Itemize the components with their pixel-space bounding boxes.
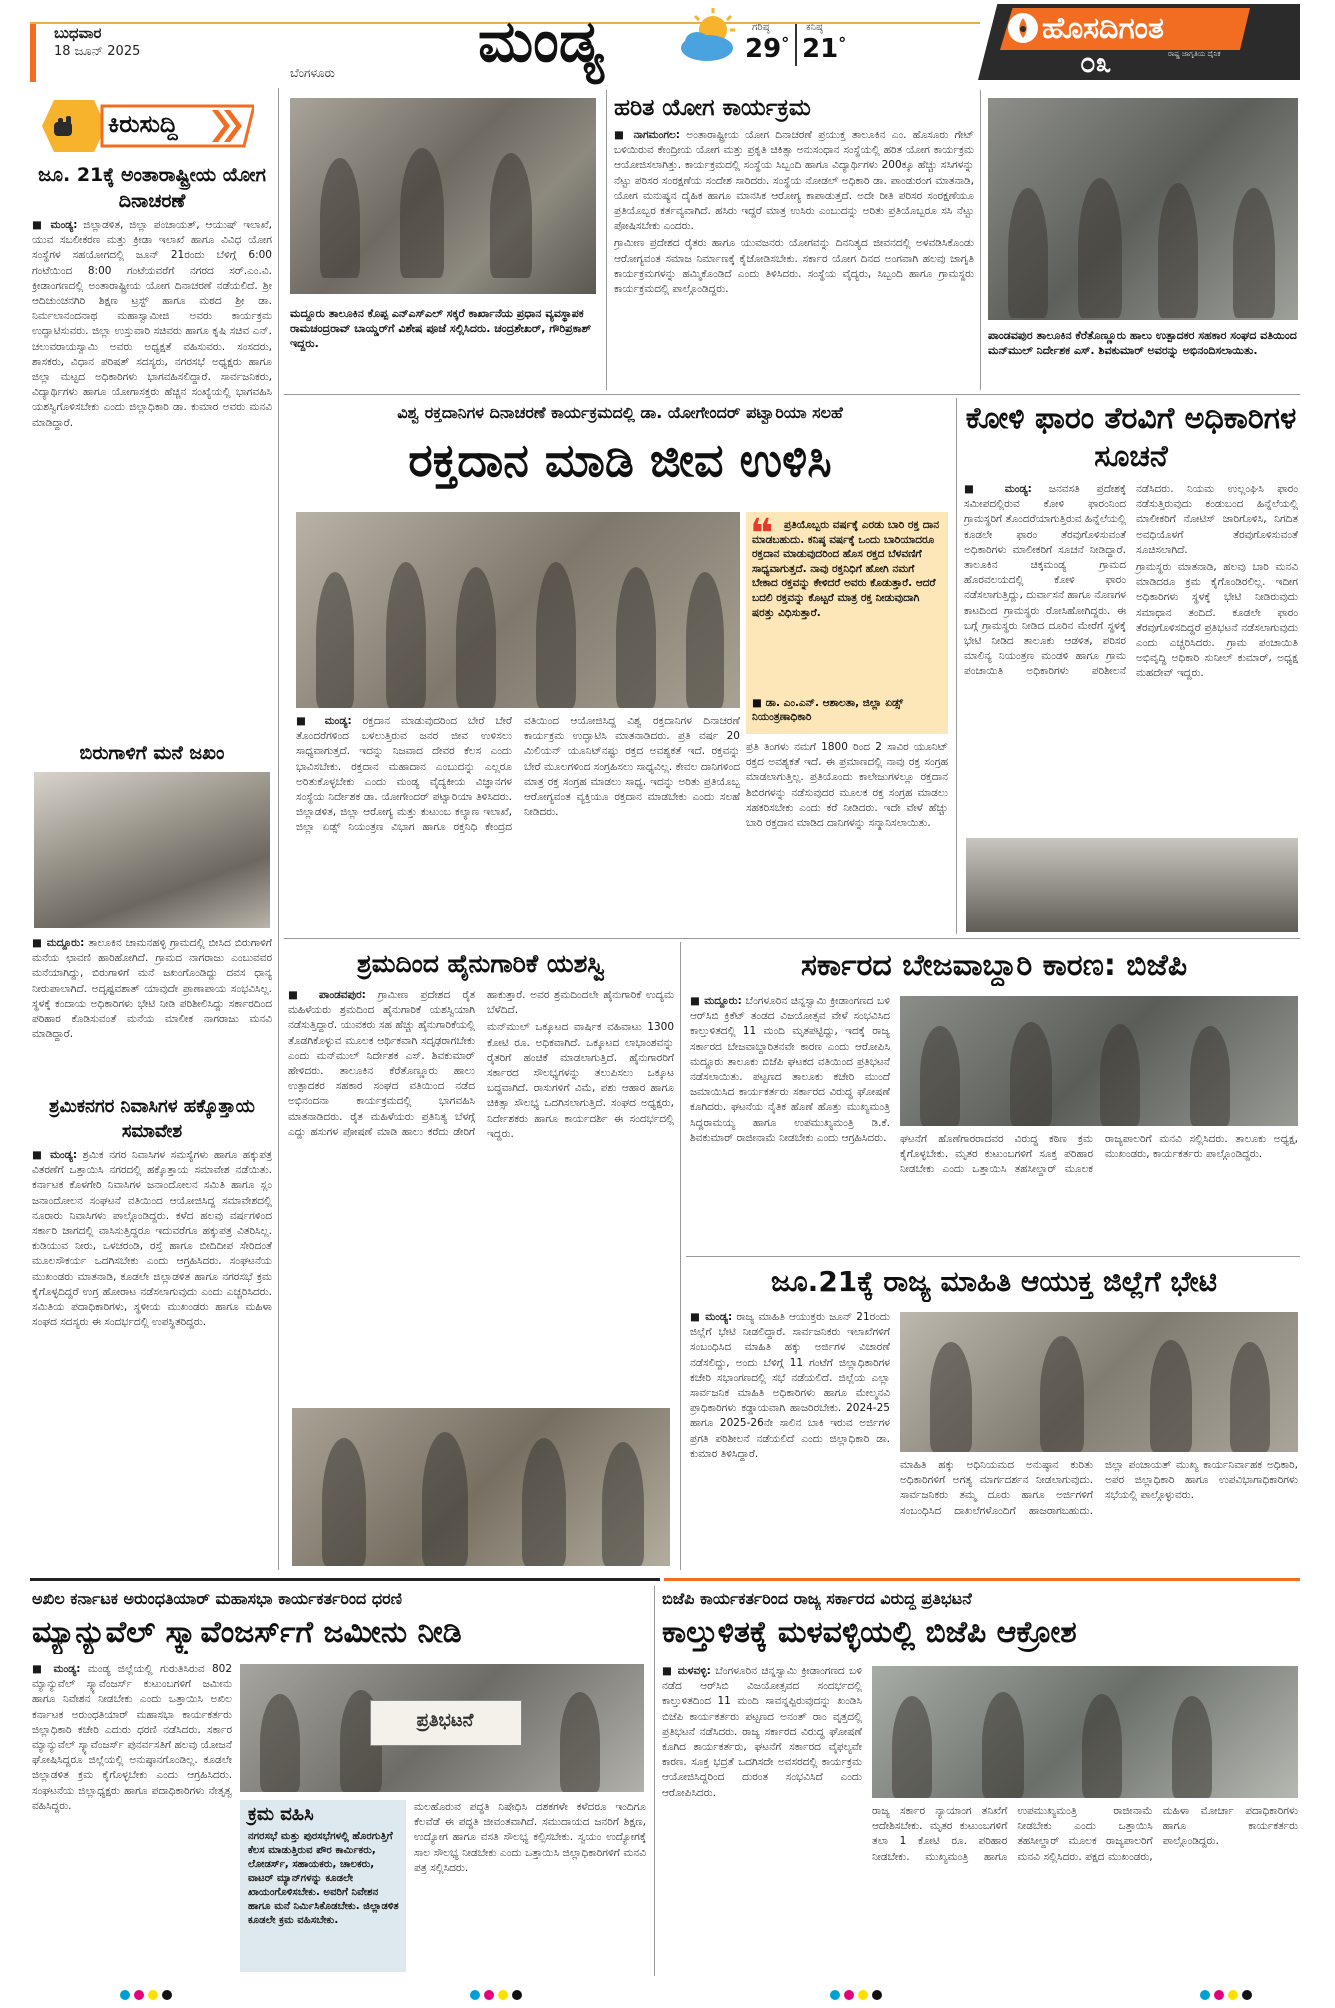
malavalli-text: ಬೆಂಗಳೂರಿನ ಚಿನ್ನಸ್ವಾಮಿ ಕ್ರೀಡಾಂಗಣದ ಬಳಿ ನಡೆದ ಆರ್‌ಸಿಬಿ ವಿಜಯೋತ್ಸವದ ಸಂದರ್ಭದಲ್ಲಿ ಕಾಲ್ತುಳಿತದಿಂದ 11 ಮಂದಿ ಸಾವನ್ನಪ್ಪಿರುವುದನ್ನು ಖಂಡಿಸಿ ಬಿಜೆಪಿ ಕಾರ್ಯಕರ್ತರು ಪಟ್ಟಣದ ಅನಂತ್ ರಾಂ ವೃತ್ತದಲ್ಲಿ ಪ್ರತಿಭಟನೆ ನಡೆಸಿದರು. ರಾಜ್ಯ ಸರ್ಕಾರದ ವಿರುದ್ಧ ಘೋಷಣೆ ಕೂಗಿದ ಕಾರ್ಯಕರ್ತರು, ಘಟನೆಗೆ ಸರ್ಕಾರದ ವೈಫಲ್ಯವೇ ಕಾರಣ. ಸೂಕ್ತ ಭದ್ರತೆ ಒದಗಿಸದೇ ಅವಸರದಲ್ಲಿ ಕಾರ್ಯಕ್ರಮ ಆಯೋಜಿಸಿದ್ದರಿಂದ ದುರಂತ ಸಂಭವಿಸಿದೆ ಎಂದು ಆರೋಪಿಸಿದರು. <box>662 1665 862 1799</box>
pandavapura-caption: ಪಾಂಡವಪುರ ತಾಲೂಕಿನ ಕೆರೆತೊಣ್ಣೂರು ಹಾಲು ಉತ್ಪಾದಕರ ಸಹಕಾರ ಸಂಘದ ವತಿಯಿಂದ ಮನ್‌ಮುಲ್ ನಿರ್ದೇಶಕ ಎಸ್. ಶಿವಕುಮಾರ್ ಅವರನ್ನು ಅಭಿನಂದಿಸಲಾಯಿತು. <box>988 329 1297 357</box>
dairy-text-2: ಮನ್‌ಮುಲ್ ಒಕ್ಕೂಟದ ವಾರ್ಷಿಕ ವಹಿವಾಟು 1300 ಕೋಟಿ ರೂ. ಅಧಿಕವಾಗಿದೆ. ಒಕ್ಕೂಟದ ಲಾಭಾಂಶವನ್ನು ರೈತರಿಗೆ ಹಂಚಿಕೆ ಮಾಡಲಾಗುತ್ತಿದೆ. ಹೈನುಗಾರರಿಗೆ ಸರ್ಕಾರದ ಸೌಲಭ್ಯಗಳನ್ನು ತಲುಪಿಸಲು ಒಕ್ಕೂಟ ಬದ್ಧವಾಗಿದೆ. ರಾಸುಗಳಿಗೆ ವಿಮೆ, ಪಶು ಆಹಾರ ಹಾಗೂ ಚಿಕಿತ್ಸಾ ಸೌಲಭ್ಯ ಒದಗಿಸಲಾಗುತ್ತಿದೆ. ಸಂಘದ ಅಧ್ಯಕ್ಷರು, ನಿರ್ದೇಶಕರು ಹಾಗೂ ಕಾರ್ಯದರ್ಶಿ ಈ ಸಂದರ್ಭದಲ್ಲಿ ಇದ್ದರು. <box>487 1021 674 1140</box>
kirusuddi-headline: ಜೂ. 21ಕ್ಕೆ ಅಂತಾರಾಷ್ಟ್ರೀಯ ಯೋಗ ದಿನಾಚರಣೆ <box>38 164 266 212</box>
paper-tagline: ರಾಷ್ಟ್ರ ಜಾಗೃತಿಯ ದೈನಿಕ <box>1168 50 1221 58</box>
green-yoga-dateline: ■ ನಾಗಮಂಗಲ: <box>614 129 681 141</box>
rule-mid-band <box>284 938 1300 939</box>
rule-mid-split <box>680 942 681 1570</box>
registration-mark <box>1242 1990 1252 2000</box>
dairy-text: ಗ್ರಾಮೀಣ ಪ್ರದೇಶದ ರೈತ ಮಹಿಳೆಯರು ಶ್ರಮದಿಂದ ಹೈನುಗಾರಿಕೆ ಯಶಸ್ವಿಯಾಗಿ ನಡೆಸುತ್ತಿದ್ದಾರೆ. ಯುವಕರು ಸಹ ಹೆಚ್ಚು ಹೈನುಗಾರಿಕೆಯಲ್ಲಿ ತೊಡಗಿಕೊಳ್ಳುವ ಮೂಲಕ ಆರ್ಥಿಕವಾಗಿ ಸದೃಢರಾಗಬೇಕು ಎಂದು ಮನ್‌ಮುಲ್ ನಿರ್ದೇಶಕ ಎಸ್. ಶಿವಕುಮಾರ್ ಹೇಳಿದರು. ತಾಲೂಕಿನ ಕೆರೆತೊಣ್ಣೂರು ಹಾಲು ಉತ್ಪಾದಕರ ಸಹಕಾರ ಸಂಘದ ವತಿಯಿಂದ ನಡೆದ ಅಭಿನಂದನಾ ಕಾರ್ಯಕ್ರಮದಲ್ಲಿ ಭಾಗವಹಿಸಿ ಮಾತನಾಡಿದರು. ರೈತ ಮಹಿಳೆಯರು ಪ್ರತಿನಿತ್ಯ ಬೆಳಗ್ಗೆ ಎದ್ದು ಹಸುಗಳ ಪೋಷಣೆ ಮಾಡಿ ಹಾಲು ಕರೆದು ಡೇರಿಗೆ ಹಾಕುತ್ತಾರೆ. ಅವರ ಶ್ರಮದಿಂದಲೇ ಹೈನುಗಾರಿಕೆ ಉದ್ಯಮ ಬೆಳೆದಿದೆ. <box>288 989 674 1138</box>
rule-bottom-split <box>654 1586 655 1976</box>
scavengers-kicker: ಅಖಿಲ ಕರ್ನಾಟಕ ಅರುಂಧತಿಯಾರ್ ಮಹಾಸಭಾ ಕಾರ್ಯಕರ್ತರಿಂದ ಧರಣಿ <box>32 1589 402 1608</box>
info-commissioner-headline: ಜೂ.21ಕ್ಕೆ ರಾಜ್ಯ ಮಾಹಿತಿ ಆಯುಕ್ತ ಜಿಲ್ಲೆಗೆ ಭೇಟಿ <box>771 1265 1217 1298</box>
house-damage-dateline: ■ ಮದ್ದೂರು: <box>32 937 85 949</box>
registration-mark <box>830 1990 840 2000</box>
paper-name: ಹೊಸದಿಗಂತ <box>1042 11 1164 46</box>
poultry-photo <box>966 838 1298 932</box>
registration-mark <box>858 1990 868 2000</box>
masthead-city: ಬೆಂಗಳೂರು <box>290 66 335 80</box>
kirusuddi-label: ಕಿರುಸುದ್ದಿ <box>108 110 178 138</box>
rule-top-mid1 <box>606 90 607 390</box>
temp-divider <box>795 24 797 66</box>
info-commissioner-dateline: ■ ಮಂಡ್ಯ: <box>690 1311 733 1323</box>
rule-blood-right <box>956 398 957 934</box>
house-damage-text: ತಾಲೂಕಿನ ಚಾಮನಹಳ್ಳಿ ಗ್ರಾಮದಲ್ಲಿ ಬೀಸಿದ ಬಿರುಗಾಳಿಗೆ ಮನೆಯ ಛಾವಣಿ ಹಾರಿಹೋಗಿದೆ. ಗ್ರಾಮದ ನಾಗರಾಜು ಎಂಬುವವರ ಮನೆಯಾಗಿದ್ದು, ಬಿರುಗಾಳಿಗೆ ಮನೆ ಜಖಂಗೊಂಡಿದ್ದು ದವಸ ಧಾನ್ಯ ನೀರುಪಾಲಾಗಿದೆ. ಅದೃಷ್ಟವಶಾತ್ ಯಾವುದೇ ಪ್ರಾಣಾಪಾಯ ಸಂಭವಿಸಿಲ್ಲ. ಸ್ಥಳಕ್ಕೆ ಕಂದಾಯ ಅಧಿಕಾರಿಗಳು ಭೇಟಿ ನೀಡಿ ಪರಿಶೀಲಿಸಿದ್ದು ಸರ್ಕಾರದಿಂದ ಪರಿಹಾರ ಕೊಡಿಸುವಂತೆ ಮನೆಯ ಮಾಲೀಕ ನಾಗರಾಜು ಮನವಿ ಮಾಡಿದ್ದಾರೆ. <box>32 937 272 1041</box>
maddur-photo <box>290 98 596 294</box>
registration-mark <box>470 1990 480 2000</box>
quote-by: ■ ಡಾ. ಎಂ.ಎನ್. ಆಶಾಲತಾ, ಜಿಲ್ಲಾ ಏಡ್ಸ್ ನಿಯಂತ್ರಣಾಧಿಕಾರಿ <box>752 697 904 723</box>
bjp-blame-photo <box>900 996 1298 1126</box>
registration-mark <box>120 1990 130 2000</box>
pointing-hand-icon <box>46 108 82 144</box>
scavengers-text: ಮಂಡ್ಯ ಜಿಲ್ಲೆಯಲ್ಲಿ ಗುರುತಿಸಿರುವ 802 ಮ್ಯಾನ್ಯುವೆಲ್ ಸ್ಕ್ಯಾವೆಂಜರ್ಸ್ ಕುಟುಂಬಗಳಿಗೆ ಜಮೀನು ಹಾಗೂ ನಿವೇಶನ ನೀಡಬೇಕು ಎಂದು ಒತ್ತಾಯಿಸಿ ಅಖಿಲ ಕರ್ನಾಟಕ ಅರುಂಧತಿಯಾರ್ ಮಹಾಸಭಾ ಕಾರ್ಯಕರ್ತರು ಜಿಲ್ಲಾಧಿಕಾರಿ ಕಚೇರಿ ಎದುರು ಧರಣಿ ನಡೆಸಿದರು. ಸರ್ಕಾರ ಮ್ಯಾನ್ಯುವೆಲ್ ಸ್ಕ್ಯಾವೆಂಜರ್ಸ್ ಪುನರ್ವಸತಿಗೆ ಹಲವು ಯೋಜನೆ ಘೋಷಿಸಿದ್ದರೂ ಜಿಲ್ಲೆಯಲ್ಲಿ ಅನುಷ್ಠಾನಗೊಂಡಿಲ್ಲ. ಕೂಡಲೇ ಜಿಲ್ಲಾಡಳಿತ ಕ್ರಮ ಕೈಗೊಳ್ಳಬೇಕು ಎಂದು ಆಗ್ರಹಿಸಿದರು. ಸಂಘಟನೆಯ ಜಿಲ್ಲಾಧ್ಯಕ್ಷರು ಹಾಗೂ ಪದಾಧಿಕಾರಿಗಳು ನೇತೃತ್ವ ವಹಿಸಿದ್ದರು. <box>32 1663 232 1812</box>
kirusuddi-dateline: ■ ಮಂಡ್ಯ: <box>32 219 78 231</box>
registration-mark <box>162 1990 172 2000</box>
house-damage-photo <box>34 772 270 928</box>
weather-icon <box>675 6 745 66</box>
dairy-body <box>288 988 674 1398</box>
action-box-title: ಕ್ರಮ ವಹಿಸಿ <box>248 1804 314 1825</box>
green-yoga-body <box>614 128 974 390</box>
green-yoga-headline: ಹರಿತ ಯೋಗ ಕಾರ್ಯಕ್ರಮ <box>614 95 811 121</box>
rule-top-mid2 <box>980 90 981 390</box>
dairy-photo <box>292 1408 670 1566</box>
masthead-date: 18 ಜೂನ್ 2025 <box>54 44 141 59</box>
temp-min-label: ಕನಿಷ್ಠ <box>806 22 823 33</box>
poultry-body <box>964 482 1298 832</box>
info-commissioner-photo <box>900 1312 1298 1452</box>
info-commissioner-body-2: ಮಾಹಿತಿ ಹಕ್ಕು ಅಧಿನಿಯಮದ ಅನುಷ್ಠಾನ ಕುರಿತು ಅಧಿಕಾರಿಗಳಿಗೆ ಅಗತ್ಯ ಮಾರ್ಗದರ್ಶನ ನೀಡಲಾಗುವುದು. ಸಾರ್ವಜನಿಕರು ತಮ್ಮ ದೂರು ಹಾಗೂ ಅರ್ಜಿಗಳಿಗೆ ಸಂಬಂಧಿಸಿದ ದಾಖಲೆಗಳೊಂದಿಗೆ ಹಾಜರಾಗಬಹುದು. ಜಿಲ್ಲಾ ಪಂಚಾಯತ್ ಮುಖ್ಯ ಕಾರ್ಯನಿರ್ವಾಹಕ ಅಧಿಕಾರಿ, ಅಪರ ಜಿಲ್ಲಾಧಿಕಾರಿ ಹಾಗೂ ಉಪವಿಭಾಗಾಧಿಕಾರಿಗಳು ಸಭೆಯಲ್ಲಿ ಪಾಲ್ಗೊಳ್ಳುವರು. <box>900 1459 1298 1517</box>
page-number: ೦೩ <box>1080 46 1112 79</box>
bjp-blame-dateline: ■ ಮದ್ದೂರು: <box>690 995 742 1007</box>
registration-mark <box>1228 1990 1238 2000</box>
district-title: ಮಂಡ್ಯ <box>478 7 604 75</box>
malavalli-photo <box>872 1666 1298 1798</box>
registration-mark <box>484 1990 494 2000</box>
action-box-body: ನಗರಸಭೆ ಮತ್ತು ಪುರಸಭೆಗಳಲ್ಲಿ ಹೊರಗುತ್ತಿಗೆ ಕೆಲಸ ಮಾಡುತ್ತಿರುವ ಪೌರ ಕಾರ್ಮಿಕರು, ಲೋಡರ್ಸ್, ಸಹಾಯಕರು, ಚಾಲಕರು, ವಾಟರ್ ಮ್ಯಾನ್‌ಗಳನ್ನು ಕೂಡಲೇ ಖಾಯಂಗೊಳಿಸಬೇಕು. ಅವರಿಗೆ ನಿವೇಶನ ಹಾಗೂ ಮನೆ ನಿರ್ಮಿಸಿಕೊಡಬೇಕು. ಜಿಲ್ಲಾಡಳಿತ ಕೂಡಲೇ ಕ್ರಮ ವಹಿಸಬೇಕು. <box>248 1831 399 1926</box>
poultry-text: ಜನವಸತಿ ಪ್ರದೇಶಕ್ಕೆ ಸಮೀಪದಲ್ಲಿರುವ ಕೋಳಿ ಫಾರಂನಿಂದ ಗ್ರಾಮಸ್ಥರಿಗೆ ತೊಂದರೆಯಾಗುತ್ತಿರುವ ಹಿನ್ನೆಲೆಯಲ್ಲಿ ಕೂಡಲೇ ಫಾರಂ ತೆರವುಗೊಳಿಸುವಂತೆ ಅಧಿಕಾರಿಗಳು ಮಾಲೀಕರಿಗೆ ಸೂಚನೆ ನೀಡಿದ್ದಾರೆ. ತಾಲೂಕಿನ ಚಿಕ್ಕಮಂಡ್ಯ ಗ್ರಾಮದ ಹೊರವಲಯದಲ್ಲಿ ಕೋಳಿ ಫಾರಂ ನಡೆಸಲಾಗುತ್ತಿದ್ದು, ದುರ್ವಾಸನೆ ಹಾಗೂ ನೊಣಗಳ ಕಾಟದಿಂದ ಗ್ರಾಮಸ್ಥರು ರೋಸಿಹೋಗಿದ್ದರು. ಈ ಬಗ್ಗೆ ಗ್ರಾಮಸ್ಥರು ನೀಡಿದ ದೂರಿನ ಮೇರೆಗೆ ಸ್ಥಳಕ್ಕೆ ಭೇಟಿ ನೀಡಿದ ತಾಲೂಕು ಆಡಳಿತ, ಪರಿಸರ ಮಾಲಿನ್ಯ ನಿಯಂತ್ರಣ ಮಂಡಳಿ ಹಾಗೂ ಗ್ರಾಮ ಪಂಚಾಯಿತಿ ಅಧಿಕಾರಿಗಳು ಪರಿಶೀಲನೆ ನಡೆಸಿದರು. ನಿಯಮ ಉಲ್ಲಂಘಿಸಿ ಫಾರಂ ನಡೆಸುತ್ತಿರುವುದು ಕಂಡುಬಂದ ಹಿನ್ನೆಲೆಯಲ್ಲಿ ಮಾಲೀಕರಿಗೆ ನೋಟಿಸ್ ಜಾರಿಗೊಳಿಸಿ, ನಿಗದಿತ ಅವಧಿಯೊಳಗೆ ತೆರವುಗೊಳಿಸುವಂತೆ ಸೂಚಿಸಲಾಗಿದೆ. <box>964 483 1298 678</box>
scavengers-headline: ಮ್ಯಾನ್ಯುವೆಲ್ ಸ್ಕ್ಯಾವೆಂಜರ್ಸ್‌ಗೆ ಜಮೀನು ನೀಡಿ <box>32 1615 462 1650</box>
blood-kicker: ವಿಶ್ವ ರಕ್ತದಾನಿಗಳ ದಿನಾಚರಣೆ ಕಾರ್ಯಕ್ರಮದಲ್ಲಿ ಡಾ. ಯೋಗೇಂದರ್ ಪಟ್ವಾರಿಯಾ ಸಲಹೆ <box>397 403 843 422</box>
malavalli-dateline: ■ ಮಳವಳ್ಳಿ: <box>662 1665 711 1677</box>
quote-mark-icon: ❝ <box>750 511 774 557</box>
blood-dateline: ■ ಮಂಡ್ಯ: <box>296 715 352 727</box>
malavalli-kicker: ಬಿಜೆಪಿ ಕಾರ್ಯಕರ್ತರಿಂದ ರಾಜ್ಯ ಸರ್ಕಾರದ ವಿರುದ್ಧ ಪ್ರತಿಭಟನೆ <box>662 1589 972 1608</box>
kirusuddi-text: ಜಿಲ್ಲಾಡಳಿತ, ಜಿಲ್ಲಾ ಪಂಚಾಯತ್, ಆಯುಷ್ ಇಲಾಖೆ, ಯುವ ಸಬಲೀಕರಣ ಮತ್ತು ಕ್ರೀಡಾ ಇಲಾಖೆ ಹಾಗೂ ವಿವಿಧ ಯೋಗ ಸಂಸ್ಥೆಗಳ ಸಹಯೋಗದಲ್ಲಿ ಜೂನ್ 21ರಂದು ಬೆಳಿಗ್ಗೆ 6:00 ಗಂಟೆಯಿಂದ 8:00 ಗಂಟೆಯವರೆಗೆ ನಗರದ ಸರ್.ಎಂ.ವಿ. ಕ್ರೀಡಾಂಗಣದಲ್ಲಿ ಅಂತಾರಾಷ್ಟ್ರೀಯ ಯೋಗ ದಿನಾಚರಣೆ ನಡೆಯಲಿದೆ. ಶ್ರೀ ಆದಿಚುಂಚನಗಿರಿ ಶಿಕ್ಷಣ ಟ್ರಸ್ಟ್ ಹಾಗೂ ಮಠದ ಶ್ರೀ ಡಾ. ನಿರ್ಮಲಾನಂದನಾಥ ಮಹಾಸ್ವಾಮೀಜಿ ಅವರು ಕಾರ್ಯಕ್ರಮ ಉದ್ಘಾಟಿಸುವರು. ಜಿಲ್ಲಾ ಉಸ್ತುವಾರಿ ಸಚಿವರು ಹಾಗೂ ಕೃಷಿ ಸಚಿವ ಎನ್. ಚಲುವರಾಯಸ್ವಾಮಿ ಅವರು ಅಧ್ಯಕ್ಷತೆ ವಹಿಸುವರು. ಸಂಸದರು, ಶಾಸಕರು, ವಿಧಾನ ಪರಿಷತ್ ಸದಸ್ಯರು, ನಗರಸಭೆ ಅಧ್ಯಕ್ಷರು ಹಾಗೂ ಜಿಲ್ಲಾ ಮಟ್ಟದ ಅಧಿಕಾರಿಗಳು ಭಾಗವಹಿಸಲಿದ್ದಾರೆ. ಸಾರ್ವಜನಿಕರು, ವಿದ್ಯಾರ್ಥಿಗಳು ಹಾಗೂ ಯೋಗಾಸಕ್ತರು ಹೆಚ್ಚಿನ ಸಂಖ್ಯೆಯಲ್ಲಿ ಭಾಗವಹಿಸಿ ಯಶಸ್ವಿಗೊಳಿಸಬೇಕು ಎಂದು ಜಿಲ್ಲಾಧಿಕಾರಿ ಡಾ. ಕುಮಾರ ಅವರು ಮನವಿ ಮಾಡಿದ್ದಾರೆ. <box>32 219 272 429</box>
workers-meet-headline: ಶ್ರಮಿಕನಗರ ನಿವಾಸಿಗಳ ಹಕ್ಕೊತ್ತಾಯ ಸಮಾವೇಶ <box>49 1096 255 1142</box>
temp-min-value: 21 <box>802 34 839 64</box>
scavengers-dateline: ■ ಮಂಡ್ಯ: <box>32 1663 81 1675</box>
temp-max-value: 29 <box>745 34 782 64</box>
rule-bottom-band-left <box>30 1578 660 1581</box>
scavengers-body-2: ಮಲಹೊರುವ ಪದ್ಧತಿ ನಿಷೇಧಿಸಿ ದಶಕಗಳೇ ಕಳೆದರೂ ಇಂದಿಗೂ ಕೆಲವೆಡೆ ಈ ಪದ್ಧತಿ ಜೀವಂತವಾಗಿದೆ. ಸಮುದಾಯದ ಜನರಿಗೆ ಶಿಕ್ಷಣ, ಉದ್ಯೋಗ ಹಾಗೂ ವಸತಿ ಸೌಲಭ್ಯ ಕಲ್ಪಿಸಬೇಕು. ಸ್ವಯಂ ಉದ್ಯೋಗಕ್ಕೆ ಸಾಲ ಸೌಲಭ್ಯ ನೀಡಬೇಕು ಎಂದು ಒತ್ತಾಯಿಸಿ ಜಿಲ್ಲಾಧಿಕಾರಿಗಳಿಗೆ ಮನವಿ ಪತ್ರ ಸಲ್ಲಿಸಿದರು. <box>414 1801 646 1874</box>
green-yoga-text-2: ಗ್ರಾಮೀಣ ಪ್ರದೇಶದ ರೈತರು ಹಾಗೂ ಯುವಜನರು ಯೋಗವನ್ನು ದಿನನಿತ್ಯದ ಜೀವನದಲ್ಲಿ ಅಳವಡಿಸಿಕೊಂಡು ಆರೋಗ್ಯವಂತ ಸಮಾಜ ನಿರ್ಮಾಣಕ್ಕೆ ಕೈಜೋಡಿಸಬೇಕು. ಸರ್ಕಾರ ಯೋಗ ದಿನದ ಅಂಗವಾಗಿ ಹಲವು ಜಾಗೃತಿ ಕಾರ್ಯಕ್ರಮಗಳನ್ನು ಹಮ್ಮಿಕೊಂಡಿದೆ ಎಂದು ತಿಳಿಸಿದರು. ಸಂಸ್ಥೆಯ ವೈದ್ಯರು, ಸಿಬ್ಬಂದಿ ಹಾಗೂ ಗ್ರಾಮಸ್ಥರು ಕಾರ್ಯಕ್ರಮದಲ್ಲಿ ಪಾಲ್ಗೊಂಡಿದ್ದರು. <box>614 237 974 296</box>
left-orange-bar <box>30 24 36 82</box>
house-damage-headline: ಬಿರುಗಾಳಿಗೆ ಮನೆ ಜಖಂ <box>79 742 225 764</box>
protest-banner-text: ಪ್ರತಿಭಟನೆ <box>416 1710 474 1731</box>
poultry-dateline: ■ ಮಂಡ್ಯ: <box>964 483 1032 495</box>
temp-max-label: ಗರಿಷ್ಠ <box>752 22 770 33</box>
rule-left-col <box>278 88 279 1570</box>
temp-min <box>802 34 846 64</box>
poultry-headline: ಕೋಳಿ ಫಾರಂ ತೆರವಿಗೆ ಅಧಿಕಾರಿಗಳ ಸೂಚನೆ <box>965 401 1297 474</box>
temp-min-degree: ° <box>838 34 847 53</box>
blood-text: ರಕ್ತದಾನ ಮಾಡುವುದರಿಂದ ಬೇರೆ ಬೇರೆ ತೊಂದರೆಗಳಿಂದ ಬಳಲುತ್ತಿರುವ ಜನರ ಜೀವ ಉಳಿಸಲು ಸಾಧ್ಯವಾಗುತ್ತದೆ. ಇದನ್ನು ನಿಜವಾದ ದೇವರ ಕೆಲಸ ಎಂದು ಭಾವಿಸಬೇಕು. ರಕ್ತದಾನ ಮಹಾದಾನ ಎಂಬುದನ್ನು ಎಲ್ಲರೂ ಅರಿತುಕೊಳ್ಳಬೇಕು ಎಂದು ಮಂಡ್ಯ ವೈದ್ಯಕೀಯ ವಿಜ್ಞಾನಗಳ ಸಂಸ್ಥೆಯ ನಿರ್ದೇಶಕ ಡಾ. ಯೋಗೇಂದರ್ ಪಟ್ವಾರಿಯಾ ತಿಳಿಸಿದರು. ಜಿಲ್ಲಾಡಳಿತ, ಜಿಲ್ಲಾ ಆರೋಗ್ಯ ಮತ್ತು ಕುಟುಂಬ ಕಲ್ಯಾಣ ಇಲಾಖೆ, ಜಿಲ್ಲಾ ಏಡ್ಸ್ ನಿಯಂತ್ರಣ ವಿಭಾಗ ಹಾಗೂ ರಕ್ತನಿಧಿ ಕೇಂದ್ರದ ವತಿಯಿಂದ ಆಯೋಜಿಸಿದ್ದ ವಿಶ್ವ ರಕ್ತದಾನಿಗಳ ದಿನಾಚರಣೆ ಕಾರ್ಯಕ್ರಮ ಉದ್ಘಾಟಿಸಿ ಮಾತನಾಡಿದರು. ಪ್ರತಿ ವರ್ಷ 20 ಮಿಲಿಯನ್ ಯೂನಿಟ್‌ನಷ್ಟು ರಕ್ತದ ಅವಶ್ಯಕತೆ ಇದೆ. ರಕ್ತವನ್ನು ಬೇರೆ ಮೂಲಗಳಿಂದ ಸಂಗ್ರಹಿಸಲು ಸಾಧ್ಯವಿಲ್ಲ. ಕೇವಲ ದಾನಿಗಳಿಂದ ಮಾತ್ರ ರಕ್ತ ಸಂಗ್ರಹ ಮಾಡಲು ಸಾಧ್ಯ. ಇದನ್ನು ಅರಿತು ಪ್ರತಿಯೊಬ್ಬ ಆರೋಗ್ಯವಂತ ವ್ಯಕ್ತಿಯೂ ರಕ್ತದಾನ ಮಾಡಬೇಕು ಎಂದು ಸಲಹೆ ನೀಡಿದರು. <box>296 715 740 834</box>
green-yoga-text: ಅಂತಾರಾಷ್ಟ್ರೀಯ ಯೋಗ ದಿನಾಚರಣೆ ಪ್ರಯುಕ್ತ ತಾಲೂಕಿನ ಎಂ. ಹೊಸೂರು ಗೇಟ್ ಬಳಿಯಿರುವ ಕೇಂದ್ರೀಯ ಯೋಗ ಮತ್ತು ಪ್ರಕೃತಿ ಚಿಕಿತ್ಸಾ ಅನುಸಂಧಾನ ಸಂಸ್ಥೆಯಲ್ಲಿ ಹರಿತ ಯೋಗ ಕಾರ್ಯಕ್ರಮ ಆಯೋಜಿಸಲಾಗಿತ್ತು. ಕಾರ್ಯಕ್ರಮದಲ್ಲಿ ಸಂಸ್ಥೆಯ ಸಿಬ್ಬಂದಿ ಹಾಗೂ ವಿದ್ಯಾರ್ಥಿಗಳು 200ಕ್ಕೂ ಹೆಚ್ಚು ಸಸಿಗಳನ್ನು ನೆಟ್ಟು ಪರಿಸರ ಸಂರಕ್ಷಣೆಯ ಸಂದೇಶ ಸಾರಿದರು. ಸಂಸ್ಥೆಯ ನೋಡಲ್ ಅಧಿಕಾರಿ ಡಾ. ಪಾಂಡುರಂಗ ಮಾತನಾಡಿ, ಯೋಗ ಮನುಷ್ಯನ ದೈಹಿಕ ಹಾಗೂ ಮಾನಸಿಕ ಆರೋಗ್ಯ ಕಾಪಾಡುತ್ತದೆ. ಅದೇ ರೀತಿ ಪರಿಸರ ಸಂರಕ್ಷಣೆಯೂ ಪ್ರತಿಯೊಬ್ಬರ ಕರ್ತವ್ಯವಾಗಿದೆ. ಹಸಿರು ಇದ್ದರೆ ಮಾತ್ರ ಉಸಿರು ಎಂಬುದನ್ನು ಅರಿತು ಪ್ರತಿಯೊಬ್ಬರೂ ಸಸಿ ನೆಟ್ಟು ಪೋಷಿಸಬೇಕು ಎಂದರು. <box>614 129 974 233</box>
rule-bottom-band-right <box>664 1578 1300 1581</box>
bjp-blame-headline: ಸರ್ಕಾರದ ಬೇಜವಾಬ್ದಾರಿ ಕಾರಣ: ಬಿಜೆಪಿ <box>800 948 1188 983</box>
registration-mark <box>148 1990 158 2000</box>
temp-max <box>745 34 789 64</box>
registration-mark <box>1214 1990 1224 2000</box>
masthead <box>0 0 1335 86</box>
rule-top-band <box>284 394 1300 395</box>
bjp-blame-body-2: ಘಟನೆಗೆ ಹೊಣೆಗಾರರಾದವರ ವಿರುದ್ಧ ಕಠಿಣ ಕ್ರಮ ಕೈಗೊಳ್ಳಬೇಕು. ಮೃತರ ಕುಟುಂಬಗಳಿಗೆ ಸೂಕ್ತ ಪರಿಹಾರ ನೀಡಬೇಕು ಎಂದು ಒತ್ತಾಯಿಸಿ ತಹಸೀಲ್ದಾರ್ ಮೂಲಕ ರಾಜ್ಯಪಾಲರಿಗೆ ಮನವಿ ಸಲ್ಲಿಸಿದರು. ತಾಲೂಕು ಅಧ್ಯಕ್ಷ, ಮುಖಂಡರು, ಕಾರ್ಯಕರ್ತರು ಪಾಲ್ಗೊಂಡಿದ್ದರು. <box>900 1133 1298 1176</box>
blood-body-2: ಪ್ರತಿ ತಿಂಗಳು ನಮಗೆ 1800 ರಿಂದ 2 ಸಾವಿರ ಯೂನಿಟ್ ರಕ್ತದ ಅವಶ್ಯಕತೆ ಇದೆ. ಈ ಪ್ರಮಾಣದಲ್ಲಿ ನಾವು ರಕ್ತ ಸಂಗ್ರಹ ಮಾಡಲಾಗುತ್ತಿಲ್ಲ. ಪ್ರತಿಯೊಂದು ಕಾಲೇಜುಗಳಲ್ಲೂ ರಕ್ತದಾನ ಶಿಬಿರಗಳನ್ನು ನಡೆಸುವುದರ ಮೂಲಕ ರಕ್ತ ಸಂಗ್ರಹ ಮಾಡಲು ಸಹಕರಿಸಬೇಕು ಎಂದು ಕರೆ ನೀಡಿದರು. ಇದೇ ವೇಳೆ ಹೆಚ್ಚು ಬಾರಿ ರಕ್ತದಾನ ಮಾಡಿದ ದಾನಿಗಳನ್ನು ಸನ್ಮಾನಿಸಲಾಯಿತು. <box>746 741 948 830</box>
registration-mark <box>1200 1990 1210 2000</box>
registration-mark <box>512 1990 522 2000</box>
registration-mark <box>844 1990 854 2000</box>
workers-meet-dateline: ■ ಮಂಡ್ಯ: <box>32 1149 78 1161</box>
info-commissioner-body <box>690 1310 890 1568</box>
dairy-dateline: ■ ಪಾಂಡವಪುರ: <box>288 989 366 1001</box>
dairy-headline: ಶ್ರಮದಿಂದ ಹೈನುಗಾರಿಕೆ ಯಶಸ್ವಿ <box>356 949 606 978</box>
rule-right-mid <box>686 1256 1300 1257</box>
masthead-day: ಬುಧವಾರ <box>54 24 102 42</box>
maddur-caption: ಮದ್ದೂರು ತಾಲೂಕಿನ ಕೊಪ್ಪ ಎನ್‌ಎಸ್‌ಎಲ್ ಸಕ್ಕರೆ ಕಾರ್ಖಾನೆಯ ಪ್ರಧಾನ ವ್ಯವಸ್ಥಾಪಕ ರಾಮಚಂದ್ರರಾವ್ ಬಾಯ್ಡರ್‌ಗೆ ವಿಶೇಷ ಪೂಜೆ ಸಲ್ಲಿಸಿದರು. ಚಂದ್ರಶೇಖರ್, ಗೌರಿಪ್ರಕಾಶ್ ಇದ್ದರು. <box>290 307 592 350</box>
bjp-blame-text: ಬೆಂಗಳೂರಿನ ಚಿನ್ನಸ್ವಾಮಿ ಕ್ರೀಡಾಂಗಣದ ಬಳಿ ಆರ್‌ಸಿಬಿ ಕ್ರಿಕೆಟ್ ತಂಡದ ವಿಜಯೋತ್ಸವ ವೇಳೆ ಸಂಭವಿಸಿದ ಕಾಲ್ತುಳಿತದಲ್ಲಿ 11 ಮಂದಿ ಮೃತಪಟ್ಟಿದ್ದು, ಇದಕ್ಕೆ ರಾಜ್ಯ ಸರ್ಕಾರದ ಬೇಜವಾಬ್ದಾರಿತನವೇ ಕಾರಣ ಎಂದು ಆರೋಪಿಸಿ ಮದ್ದೂರು ತಾಲೂಕು ಬಿಜೆಪಿ ಘಟಕದ ವತಿಯಿಂದ ಪ್ರತಿಭಟನೆ ನಡೆಸಲಾಯಿತು. ಪಟ್ಟಣದ ತಾಲೂಕು ಕಚೇರಿ ಮುಂದೆ ಜಮಾಯಿಸಿದ ಕಾರ್ಯಕರ್ತರು ಸರ್ಕಾರದ ವಿರುದ್ಧ ಘೋಷಣೆ ಕೂಗಿದರು. ಘಟನೆಯ ನೈತಿಕ ಹೊಣೆ ಹೊತ್ತು ಮುಖ್ಯಮಂತ್ರಿ ಸಿದ್ದರಾಮಯ್ಯ ಹಾಗೂ ಉಪಮುಖ್ಯಮಂತ್ರಿ ಡಿ.ಕೆ. ಶಿವಕುಮಾರ್ ರಾಜೀನಾಮೆ ನೀಡಬೇಕು ಎಂದು ಆಗ್ರಹಿಸಿದರು. <box>690 995 890 1144</box>
poultry-text-2: ಗ್ರಾಮಸ್ಥರು ಮಾತನಾಡಿ, ಹಲವು ಬಾರಿ ಮನವಿ ಮಾಡಿದರೂ ಕ್ರಮ ಕೈಗೊಂಡಿರಲಿಲ್ಲ. ಇದೀಗ ಅಧಿಕಾರಿಗಳು ಸ್ಥಳಕ್ಕೆ ಭೇಟಿ ನೀಡಿರುವುದು ಸಮಾಧಾನ ತಂದಿದೆ. ಕೂಡಲೇ ಫಾರಂ ತೆರವುಗೊಳಿಸದಿದ್ದರೆ ಪ್ರತಿಭಟನೆ ನಡೆಸಲಾಗುವುದು ಎಂದು ಎಚ್ಚರಿಸಿದರು. ಗ್ರಾಮ ಪಂಚಾಯಿತಿ ಅಭಿವೃದ್ಧಿ ಅಧಿಕಾರಿ ಸುನೀಲ್ ಕುಮಾರ್, ಅಧ್ಯಕ್ಷ ಮಹದೇವ್ ಇದ್ದರು. <box>1136 561 1298 680</box>
house-damage-body <box>32 936 272 1088</box>
info-commissioner-text: ರಾಜ್ಯ ಮಾಹಿತಿ ಆಯುಕ್ತರು ಜೂನ್ 21ರಂದು ಜಿಲ್ಲೆಗೆ ಭೇಟಿ ನೀಡಲಿದ್ದಾರೆ. ಸಾರ್ವಜನಿಕರು ಇಲಾಖೆಗಳಿಗೆ ಸಂಬಂಧಿಸಿದ ಮಾಹಿತಿ ಹಕ್ಕು ಅರ್ಜಿಗಳ ವಿಚಾರಣೆ ನಡೆಸಲಿದ್ದು, ಅಂದು ಬೆಳಿಗ್ಗೆ 11 ಗಂಟೆಗೆ ಜಿಲ್ಲಾಧಿಕಾರಿಗಳ ಕಚೇರಿ ಸಭಾಂಗಣದಲ್ಲಿ ಸಭೆ ನಡೆಯಲಿದೆ. ಜಿಲ್ಲೆಯ ಎಲ್ಲಾ ಸಾರ್ವಜನಿಕ ಮಾಹಿತಿ ಅಧಿಕಾರಿಗಳು ಹಾಗೂ ಮೇಲ್ಮನವಿ ಪ್ರಾಧಿಕಾರಿಗಳು ಕಡ್ಡಾಯವಾಗಿ ಹಾಜರಿರಬೇಕು. 2024-25 ಹಾಗೂ 2025-26ನೇ ಸಾಲಿನ ಬಾಕಿ ಇರುವ ಅರ್ಜಿಗಳ ಪ್ರಗತಿ ಪರಿಶೀಲನೆ ನಡೆಯಲಿದೆ ಎಂದು ಜಿಲ್ಲಾಧಿಕಾರಿ ಡಾ. ಕುಮಾರ ತಿಳಿಸಿದ್ದಾರೆ. <box>690 1311 890 1460</box>
pandavapura-photo <box>988 98 1298 320</box>
blood-body <box>296 714 740 932</box>
quote-text: ಪ್ರತಿಯೊಬ್ಬರು ವರ್ಷಕ್ಕೆ ಎರಡು ಬಾರಿ ರಕ್ತ ದಾನ ಮಾಡಬಹುದು. ಕನಿಷ್ಠ ವರ್ಷಕ್ಕೆ ಒಂದು ಬಾರಿಯಾದರೂ ರಕ್ತದಾನ ಮಾಡುವುದರಿಂದ ಹೊಸ ರಕ್ತದ ಬೆಳವಣಿಗೆ ಸಾಧ್ಯವಾಗುತ್ತದೆ. ನಾವು ರಕ್ತನಿಧಿಗೆ ಹೋಗಿ ನಮಗೆ ಬೇಕಾದ ರಕ್ತವನ್ನು ಕೇಳಿದರೆ ಅವರು ಕೊಡುತ್ತಾರೆ. ಆದರೆ ಬದಲಿ ರಕ್ತವನ್ನು ಕೊಟ್ಟರೆ ಮಾತ್ರ ರಕ್ತ ನೀಡುವುದಾಗಿ ಷರತ್ತು ವಿಧಿಸುತ್ತಾರೆ. <box>752 519 940 619</box>
malavalli-headline: ಕಾಲ್ತುಳಿತಕ್ಕೆ ಮಳವಳ್ಳಿಯಲ್ಲಿ ಬಿಜೆಪಿ ಆಕ್ರೋಶ <box>662 1615 1077 1650</box>
registration-mark <box>872 1990 882 2000</box>
registration-mark <box>498 1990 508 2000</box>
workers-meet-text: ಶ್ರಮಿಕ ನಗರ ನಿವಾಸಿಗಳ ಸಮಸ್ಯೆಗಳು ಹಾಗೂ ಹಕ್ಕುಪತ್ರ ವಿತರಣೆಗೆ ಒತ್ತಾಯಿಸಿ ನಗರದಲ್ಲಿ ಹಕ್ಕೊತ್ತಾಯ ಸಮಾವೇಶ ನಡೆಯಿತು. ಕರ್ನಾಟಕ ಕೊಳಗೇರಿ ನಿವಾಸಿಗಳ ಜನಾಂದೋಲನ ಸಮಿತಿ ಹಾಗೂ ಸ್ಲಂ ಜನಾಂದೋಲನ ಸಂಘಟನೆ ವತಿಯಿಂದ ಆಯೋಜಿಸಿದ್ದ ಸಮಾವೇಶದಲ್ಲಿ ನೂರಾರು ನಿವಾಸಿಗಳು ಪಾಲ್ಗೊಂಡಿದ್ದರು. ಕಳೆದ ಹಲವು ವರ್ಷಗಳಿಂದ ಸರ್ಕಾರಿ ಜಾಗದಲ್ಲಿ ವಾಸಿಸುತ್ತಿದ್ದರೂ ಇದುವರೆಗೂ ಹಕ್ಕುಪತ್ರ ವಿತರಿಸಿಲ್ಲ. ಕುಡಿಯುವ ನೀರು, ಒಳಚರಂಡಿ, ರಸ್ತೆ ಹಾಗೂ ಬೀದಿದೀಪ ಸೇರಿದಂತೆ ಮೂಲಸೌಕರ್ಯ ಒದಗಿಸಬೇಕು ಎಂದು ಆಗ್ರಹಿಸಿದರು. ಸಂಘಟನೆಯ ಮುಖಂಡರು ಮಾತನಾಡಿ, ಕೂಡಲೇ ಜಿಲ್ಲಾಡಳಿತ ಹಾಗೂ ನಗರಸಭೆ ಕ್ರಮ ಕೈಗೊಳ್ಳದಿದ್ದರೆ ಉಗ್ರ ಹೋರಾಟ ನಡೆಸಲಾಗುವುದು ಎಂದು ಎಚ್ಚರಿಸಿದರು. ಸಮಿತಿಯ ಪದಾಧಿಕಾರಿಗಳು, ಸ್ಥಳೀಯ ಮುಖಂಡರು ಹಾಗೂ ಮಹಿಳಾ ಸಂಘದ ಸದಸ್ಯರು ಈ ಸಂದರ್ಭದಲ್ಲಿ ಉಪಸ್ಥಿತರಿದ್ದರು. <box>32 1149 272 1329</box>
registration-mark <box>134 1990 144 2000</box>
workers-meet-body <box>32 1148 272 1568</box>
bjp-blame-body <box>690 994 890 1238</box>
malavalli-body <box>662 1664 862 1974</box>
blood-headline: ರಕ್ತದಾನ ಮಾಡಿ ಜೀವ ಉಳಿಸಿ <box>408 433 832 487</box>
kirusuddi-body <box>32 218 272 742</box>
malavalli-body-2: ರಾಜ್ಯ ಸರ್ಕಾರ ನ್ಯಾಯಾಂಗ ತನಿಖೆಗೆ ಆದೇಶಿಸಬೇಕು. ಮೃತರ ಕುಟುಂಬಗಳಿಗೆ ತಲಾ 1 ಕೋಟಿ ರೂ. ಪರಿಹಾರ ನೀಡಬೇಕು. ಮುಖ್ಯಮಂತ್ರಿ ಹಾಗೂ ಉಪಮುಖ್ಯಮಂತ್ರಿ ರಾಜೀನಾಮೆ ನೀಡಬೇಕು ಎಂದು ಒತ್ತಾಯಿಸಿ ತಹಸೀಲ್ದಾರ್ ಮೂಲಕ ರಾಜ್ಯಪಾಲರಿಗೆ ಮನವಿ ಸಲ್ಲಿಸಿದರು. ಪಕ್ಷದ ಮುಖಂಡರು, ಮಹಿಳಾ ಮೋರ್ಚಾ ಪದಾಧಿಕಾರಿಗಳು ಹಾಗೂ ಕಾರ್ಯಕರ್ತರು ಪಾಲ್ಗೊಂಡಿದ್ದರು. <box>872 1805 1298 1863</box>
scavengers-body <box>32 1662 232 1974</box>
brand-logo-icon <box>1008 13 1038 43</box>
temp-max-degree: ° <box>781 34 790 53</box>
blood-photo <box>296 512 740 708</box>
